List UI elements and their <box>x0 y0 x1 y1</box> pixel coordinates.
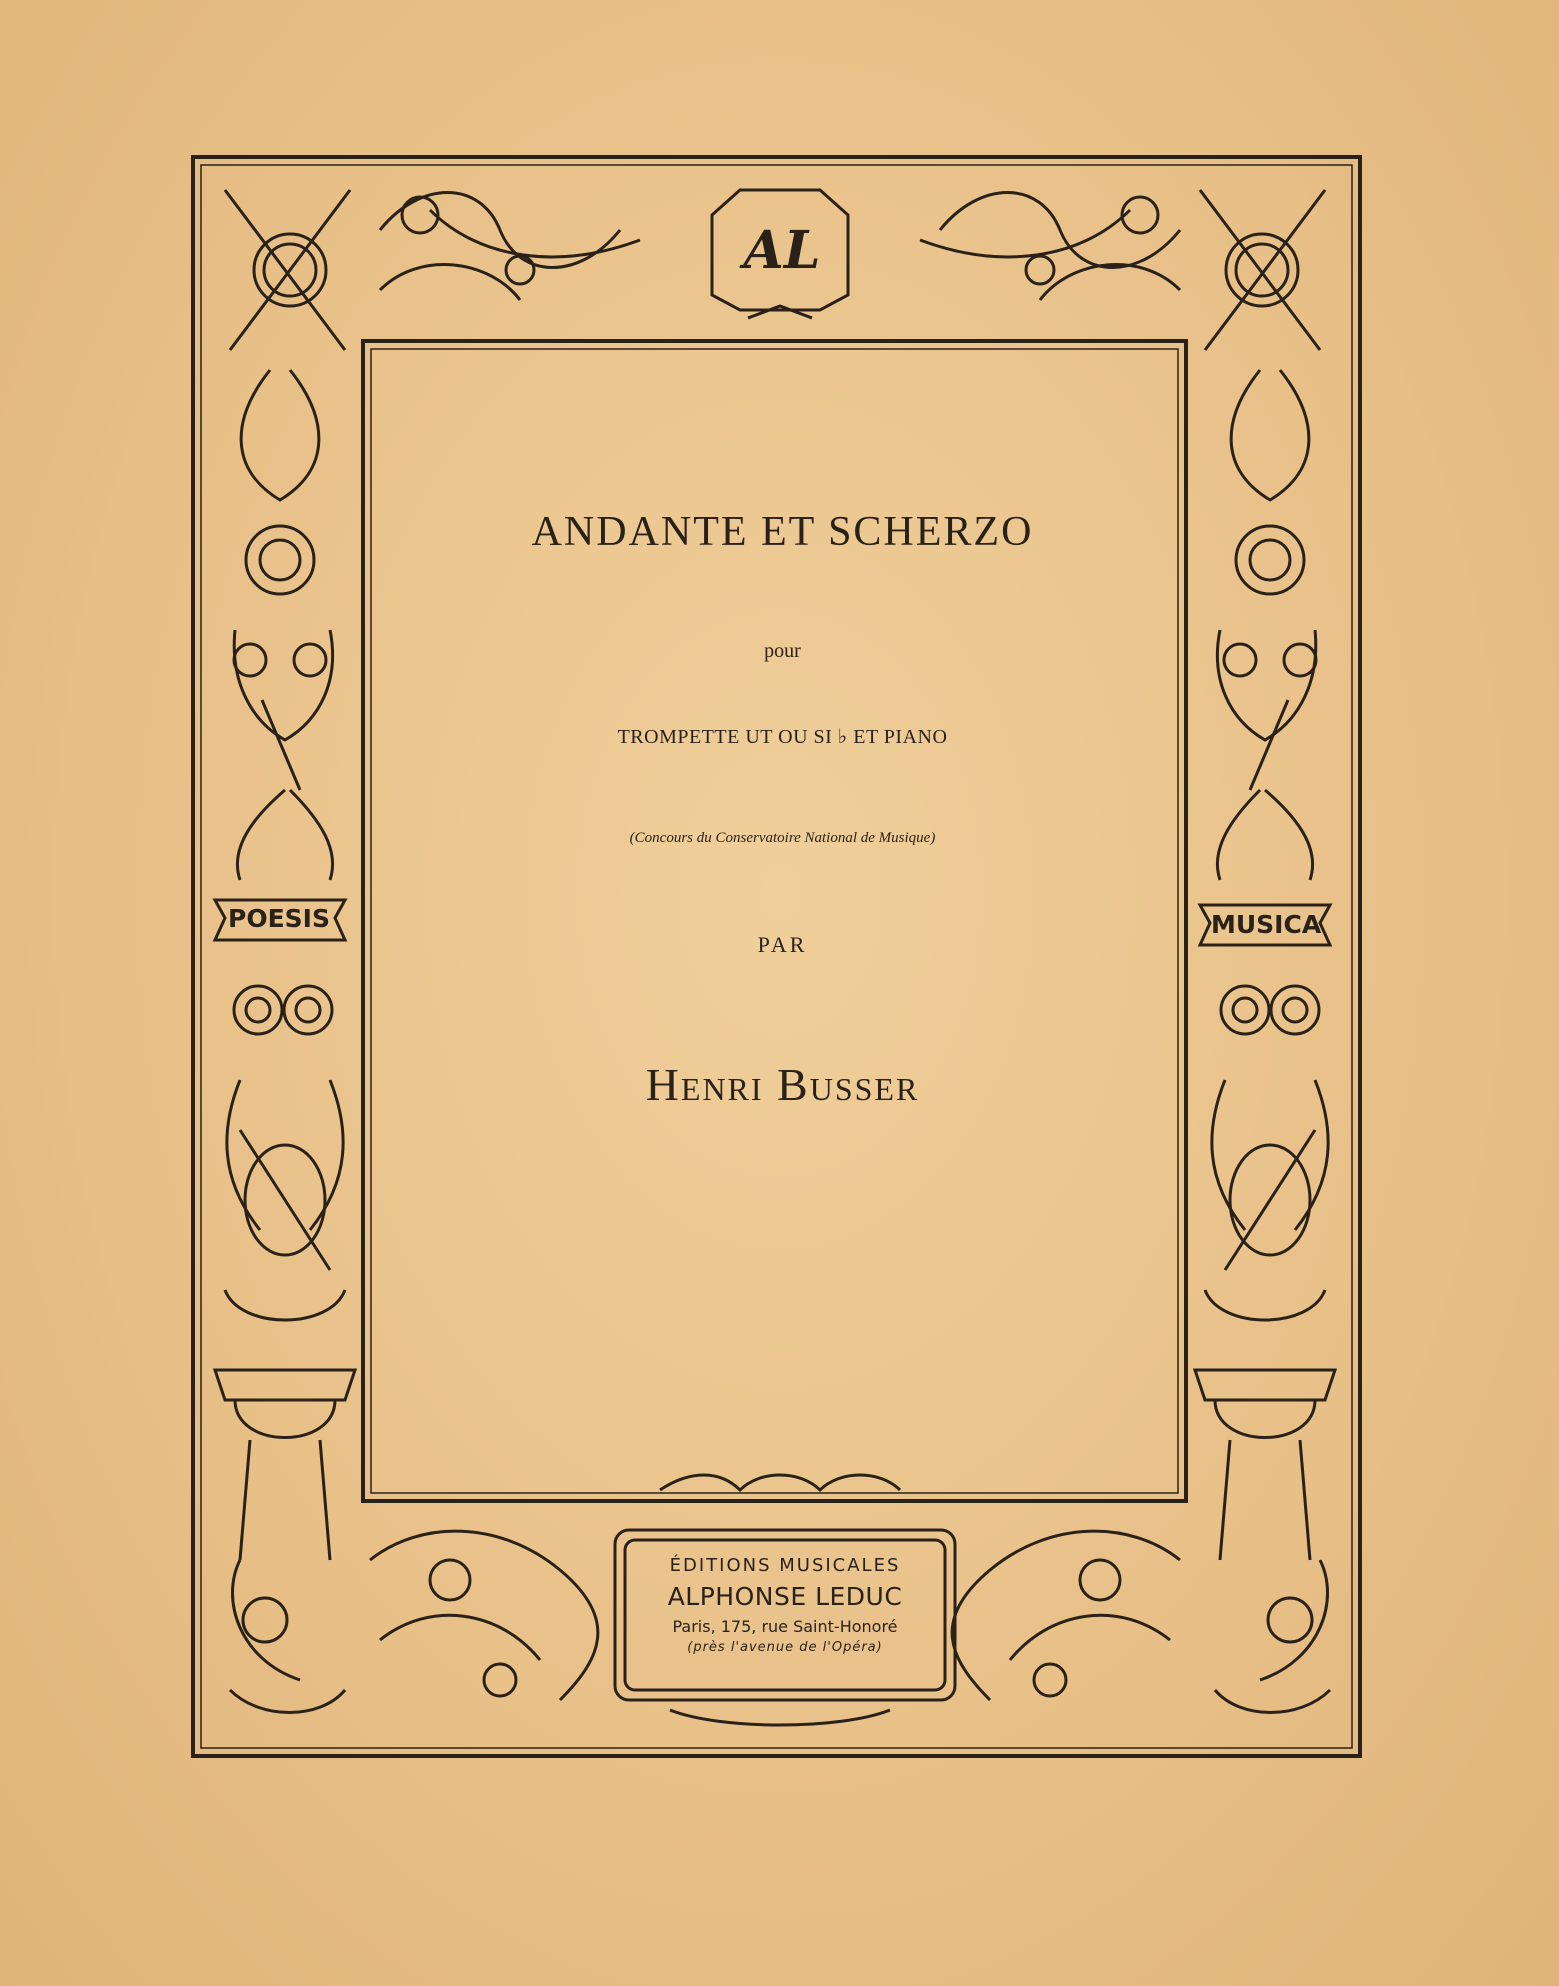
publisher-monogram: AL <box>743 220 821 281</box>
piece-title: ANDANTE ET SCHERZO <box>531 509 1034 555</box>
banner-musica: MUSICA <box>1211 910 1322 939</box>
publisher-imprint <box>635 1555 935 1655</box>
instrumentation: TROMPETTE UT OU SI ♭ ET PIANO <box>617 726 948 748</box>
composer-name: Henri Busser <box>645 1059 920 1110</box>
occasion-note: (Concours du Conservatoire National de Musique) <box>629 830 936 846</box>
publisher-address-note: (près l'avenue de l'Opéra) <box>687 1640 883 1655</box>
par-label: PAR <box>757 932 808 957</box>
publisher-line-1: ÉDITIONS MUSICALES <box>669 1555 901 1576</box>
publisher-address: Paris, 175, rue Saint-Honoré <box>672 1617 898 1636</box>
pour-label: pour <box>764 640 801 662</box>
publisher-name: ALPHONSE LEDUC <box>667 1582 903 1611</box>
banner-poesis: POESIS <box>228 904 330 933</box>
